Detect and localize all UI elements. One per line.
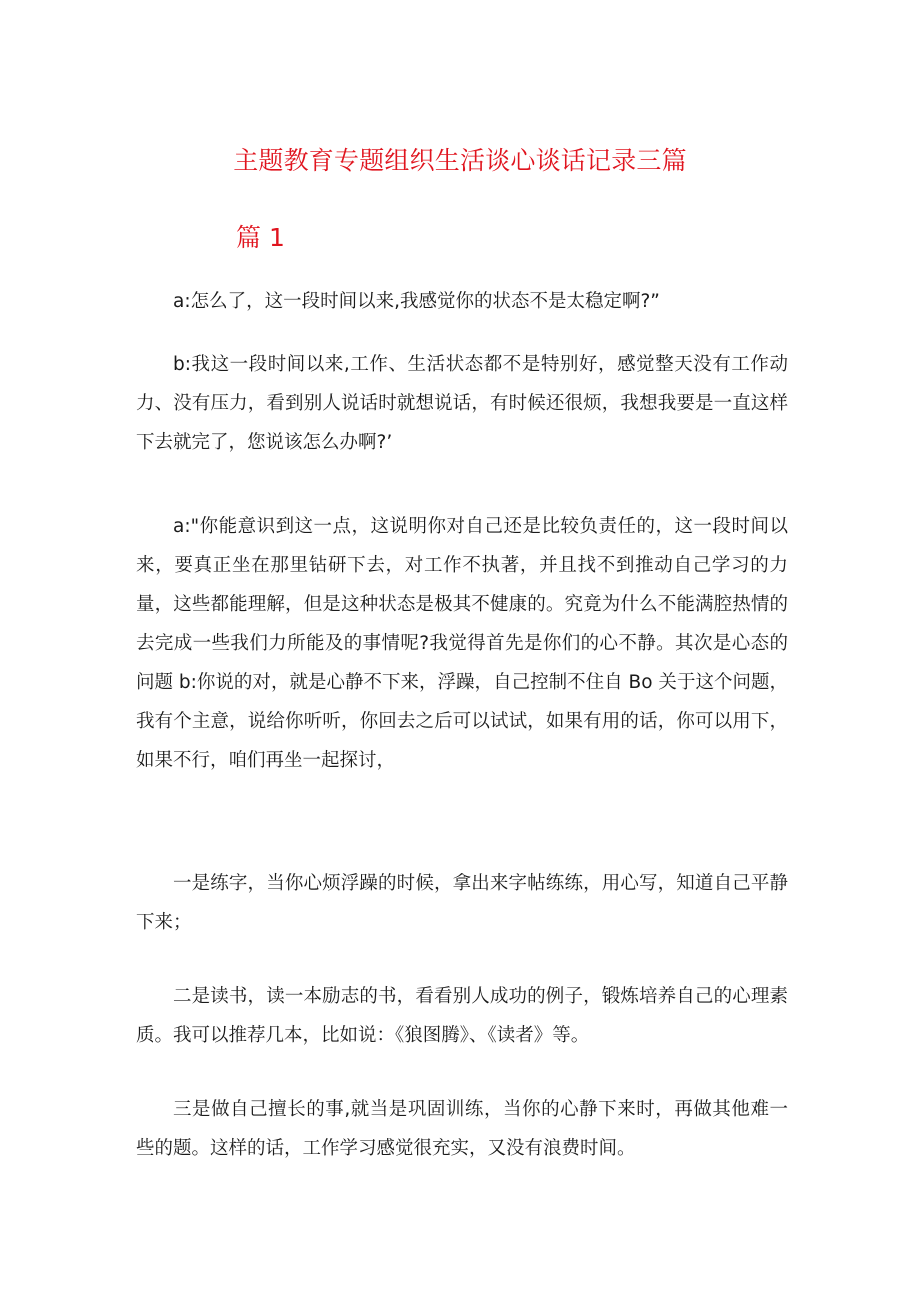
suggestion-paragraph: 二是读书，读一本励志的书，看看别人成功的例子，锻炼培养自己的心理素质。我可以推荐几本，比如说：《狼图腾》、《读者》等。: [136, 986, 788, 1046]
dialogue-paragraph: a:怎么了，这一段时间以来,我感觉你的状态不是太稳定啊?”: [173, 291, 660, 312]
dialogue-paragraph: b:我这一段时间以来,工作、生活状态都不是特别好，感觉整天没有工作动力、没有压力，看到别人说话时就想说话，有时候还很烦，我想我要是一直这样下去就完了，您说该怎么办啊?’: [136, 354, 788, 453]
suggestion-paragraph: 一是练字，当你心烦浮躁的时候，拿出来字帖练练，用心写，知道自己平静下来；: [136, 873, 788, 933]
section-heading: 篇 1: [236, 223, 285, 252]
dialogue-paragraph: a:"你能意识到这一点，这说明你对自己还是比较负责任的，这一段时间以来，要真正坐在那里钻研下去，对工作不执著，并且找不到推动自己学习的力量，这些都能理解，但是这种状态是极其不健康的。究竟为什么不能满腔热情的去完成一些我们力所能及的事情呢?我觉得首先是你们的心不静。其次是心态的问题 b:你说的对，就是心静不下来，浮躁，自己控制不住自 Bo 关于这个问题，我有个主意，说给你听听，你回去之后可以试试，如果有用的话，你可以用下，如果不行，咱们再坐一起探讨，: [136, 516, 788, 771]
suggestion-paragraph: 三是做自己擅长的事,就当是巩固训练，当你的心静下来时，再做其他难一些的题。这样的话，工作学习感觉很充实，又没有浪费时间。: [136, 1099, 788, 1159]
document-title: 主题教育专题组织生活谈心谈话记录三篇: [233, 146, 687, 175]
